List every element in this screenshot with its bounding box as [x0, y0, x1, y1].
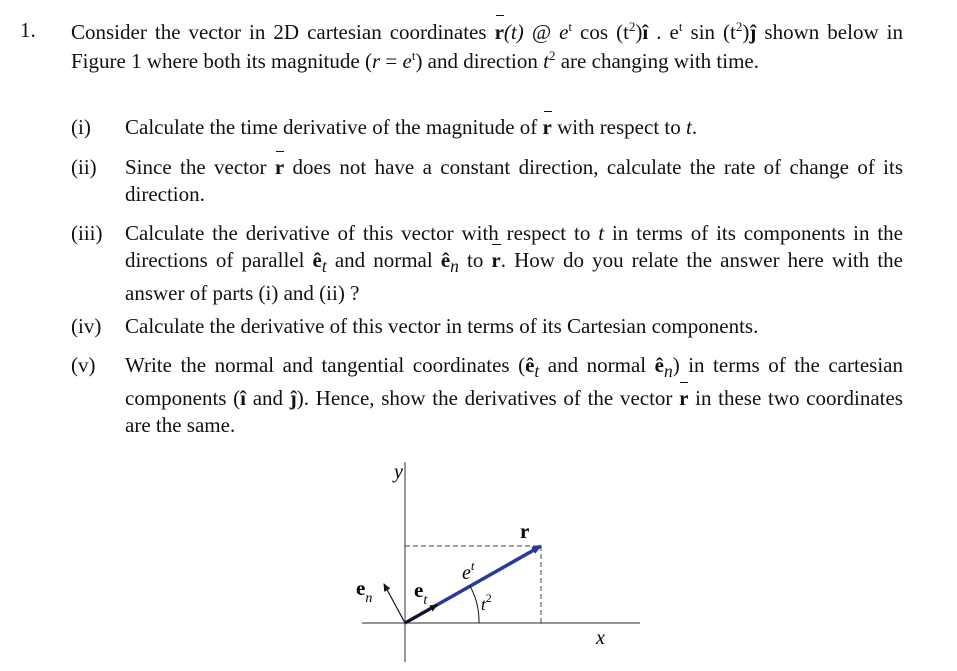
- vector-r-symbol: r: [495, 18, 504, 47]
- part-text: Write the normal and tangential coordinates ($ê_t$ and normal $ê_n$) in terms of the cartesian components (î and ĵ). Hence, show the derivatives of the vector r in these two coordinates are the same.: [125, 353, 904, 438]
- tangent-unit-vector: [405, 605, 437, 623]
- unit-vector-i: î: [642, 20, 649, 44]
- part-label: (iv): [71, 314, 102, 338]
- part-label: (ii): [71, 155, 97, 179]
- unit-vector-j: ĵ: [749, 20, 757, 44]
- question-intro: Consider the vector in 2D cartesian coordinates r(t) @ $e^t$ $\cos (t^2)î$ . $e^t$ $\sin (t^2)ĵ$ shown below in Figure 1 where both its magnitude $(r = e^t)$ and direction $t^2$ are changing with time.: [71, 19, 903, 73]
- et-label: $e_t$: [414, 578, 428, 608]
- part-text: Calculate the time derivative of the magnitude of r with respect to t.: [125, 115, 698, 139]
- y-axis-label: y: [394, 461, 403, 483]
- part-label: (v): [71, 353, 96, 377]
- vector-r-label: r: [520, 519, 530, 543]
- en-label: $e_n$: [356, 576, 373, 606]
- part-label: (iii): [71, 221, 103, 245]
- part-text: Calculate the derivative of this vector in terms of its Cartesian components.: [125, 314, 759, 338]
- part-label: (i): [71, 115, 91, 139]
- magnitude-label: $e^t$: [462, 558, 475, 584]
- angle-arc: [470, 586, 479, 623]
- part-text: Calculate the derivative of this vector with respect to t in terms of its components in the directions of parallel $ê_t$ and normal $ê_n$ to r. How do you relate the answer here with the answer of parts (i) and (ii) ?: [125, 221, 904, 306]
- part-text: Since the vector r does not have a constant direction, calculate the rate of change of its direction.: [125, 155, 904, 206]
- angle-label: $t^2$: [481, 591, 492, 614]
- normal-unit-vector: [384, 584, 405, 623]
- question-number: 1.: [20, 18, 36, 42]
- x-axis-label: x: [596, 627, 605, 649]
